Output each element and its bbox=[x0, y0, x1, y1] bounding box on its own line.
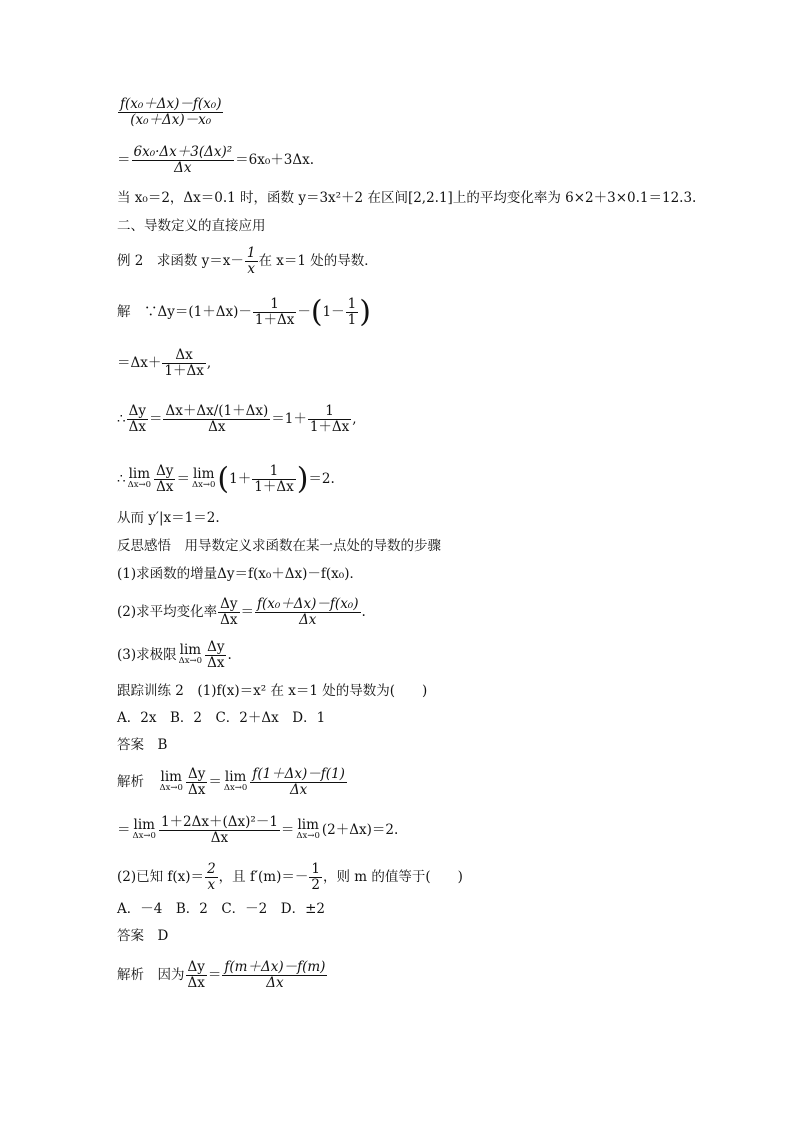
fraction bbox=[250, 767, 347, 798]
numerator: 1 bbox=[308, 404, 351, 420]
numerator: f(m＋Δx)－f(m) bbox=[224, 959, 326, 975]
fraction bbox=[222, 960, 327, 991]
denominator: 2 bbox=[311, 877, 320, 893]
numerator: 2 bbox=[207, 861, 216, 877]
text: ＝6x₀＋3Δx. bbox=[235, 152, 315, 168]
fraction bbox=[218, 597, 239, 628]
fraction bbox=[127, 404, 148, 435]
denominator: x bbox=[247, 261, 256, 277]
numerator: 6x₀·Δx＋3(Δx)² bbox=[133, 144, 233, 160]
fraction bbox=[252, 464, 295, 495]
denominator: Δx bbox=[128, 419, 146, 435]
text: . bbox=[227, 647, 232, 663]
limit-operator bbox=[296, 816, 320, 842]
choices-1: A．2x B．2 C．2＋Δx D．1 bbox=[117, 710, 326, 726]
numerator: 1＋2Δx＋(Δx)²－1 bbox=[160, 814, 278, 830]
numerator: f(1＋Δx)－f(1) bbox=[252, 766, 345, 782]
numerator: Δy bbox=[156, 463, 174, 479]
solution-line-2 bbox=[117, 348, 211, 379]
numerator: f(x₀＋Δx)－f(x₀) bbox=[120, 96, 222, 112]
text: 解析 bbox=[117, 774, 158, 790]
fraction bbox=[308, 404, 351, 435]
numerator: f(x₀＋Δx)－f(x₀) bbox=[257, 596, 359, 612]
numerator: Δy bbox=[187, 959, 205, 975]
fraction bbox=[309, 862, 322, 893]
fraction bbox=[118, 97, 223, 128]
lim-subscript: Δx→0 bbox=[159, 782, 183, 793]
solution-line-1 bbox=[117, 294, 371, 330]
text: 在 x＝1 处的导数． bbox=[258, 253, 378, 269]
numerator: Δy bbox=[207, 639, 225, 655]
formula-line-2 bbox=[117, 145, 314, 176]
fraction bbox=[159, 815, 280, 846]
text: ∴ bbox=[117, 411, 126, 427]
text: (2＋Δx)＝2. bbox=[321, 822, 399, 838]
bracket: ) bbox=[296, 461, 309, 497]
text: ∴ bbox=[117, 471, 126, 487]
text: ，则 m 的值等于( ) bbox=[322, 869, 463, 885]
lim-word: lim bbox=[297, 816, 319, 833]
lim-word: lim bbox=[192, 465, 215, 482]
text: 解 ∵Δy＝(1＋Δx)－ bbox=[117, 304, 252, 320]
text: 1－ bbox=[322, 304, 345, 320]
text: ＝ bbox=[117, 822, 131, 838]
denominator: 1＋Δx bbox=[254, 312, 295, 328]
text-line-10: 从而 y′|x＝1＝2. bbox=[117, 510, 220, 526]
text: － bbox=[297, 304, 311, 320]
text: 例 2 求函数 y＝x－ bbox=[117, 253, 244, 269]
denominator: Δx bbox=[174, 160, 192, 176]
practice-2-question-2 bbox=[117, 862, 463, 893]
denominator: Δx bbox=[207, 655, 225, 671]
step-2 bbox=[117, 597, 366, 628]
limit-operator bbox=[132, 816, 156, 842]
limit-operator bbox=[127, 465, 152, 491]
text: ＝ bbox=[117, 152, 131, 168]
limit-operator bbox=[191, 465, 216, 491]
lim-subscript: Δx→0 bbox=[178, 655, 203, 666]
lim-word: lim bbox=[128, 465, 151, 482]
fraction bbox=[205, 640, 226, 671]
text: (2)已知 f(x)＝ bbox=[117, 869, 205, 885]
numerator: 1 bbox=[246, 245, 256, 261]
solution-line-3 bbox=[117, 404, 357, 435]
text: 解析 因为 bbox=[117, 967, 185, 983]
numerator: 1 bbox=[252, 464, 295, 480]
text: (2)求平均变化率 bbox=[117, 604, 218, 620]
limit-operator bbox=[159, 768, 183, 794]
denominator: x bbox=[207, 877, 216, 893]
text: . bbox=[361, 604, 366, 620]
text: 1＋ bbox=[229, 471, 252, 487]
practice-2-question-1: 跟踪训练 2 (1)f(x)＝x² 在 x＝1 处的导数为( ) bbox=[117, 683, 428, 699]
lim-subscript: Δx→0 bbox=[127, 479, 152, 490]
text: , bbox=[352, 411, 357, 427]
lim-word: lim bbox=[179, 641, 202, 658]
text: ＝ bbox=[280, 822, 295, 838]
fraction bbox=[132, 145, 235, 176]
denominator: 1＋Δx bbox=[309, 419, 350, 435]
step-3 bbox=[117, 640, 232, 671]
section-heading: 二、导数定义的直接应用 bbox=[117, 218, 266, 234]
lim-word: lim bbox=[224, 768, 247, 785]
text: ＝ bbox=[240, 604, 255, 620]
fraction bbox=[346, 297, 359, 328]
numerator: 1 bbox=[253, 297, 296, 313]
text: (3)求极限 bbox=[117, 647, 177, 663]
text-line-3: 当 x₀＝2，Δx＝0.1 时，函数 y＝3x²＋2 在区间[2,2.1]上的平均变化率为 6×2＋3×0.1＝12.3. bbox=[117, 190, 697, 206]
denominator: Δx bbox=[187, 782, 206, 798]
solution-line-4 bbox=[117, 461, 335, 497]
text: ，且 f′(m)＝－ bbox=[218, 869, 309, 885]
bracket: ( bbox=[310, 294, 323, 330]
denominator: Δx bbox=[210, 830, 229, 846]
numerator: Δy bbox=[128, 403, 146, 419]
denominator: Δx bbox=[266, 975, 284, 991]
limit-operator bbox=[178, 641, 203, 667]
denominator: Δx bbox=[220, 612, 238, 628]
numerator: 1 bbox=[311, 861, 320, 877]
fraction bbox=[162, 348, 205, 379]
text: ＝ bbox=[207, 967, 222, 983]
denominator: Δx bbox=[289, 782, 308, 798]
denominator: 1＋Δx bbox=[164, 363, 204, 379]
analysis-1-line-2 bbox=[117, 815, 398, 846]
lim-subscript: Δx→0 bbox=[191, 479, 216, 490]
answer-1: 答案 B bbox=[117, 737, 168, 753]
denominator: Δx bbox=[156, 479, 174, 495]
text: ＝1＋ bbox=[271, 411, 307, 427]
text: ＝2. bbox=[308, 471, 335, 487]
numerator: Δx bbox=[162, 348, 205, 364]
denominator: 1 bbox=[347, 312, 357, 328]
text: ＝ bbox=[176, 471, 190, 487]
fraction bbox=[154, 464, 175, 495]
fraction bbox=[186, 767, 207, 798]
example-2 bbox=[117, 246, 378, 277]
answer-2: 答案 D bbox=[117, 928, 169, 944]
numerator: Δy bbox=[187, 766, 206, 782]
lim-subscript: Δx→0 bbox=[223, 782, 248, 793]
step-1: (1)求函数的增量Δy＝f(x₀＋Δx)－f(x₀)． bbox=[117, 566, 363, 582]
numerator: 1 bbox=[347, 296, 357, 312]
choices-2: A．－4 B．2 C．－2 D．±2 bbox=[117, 901, 325, 917]
denominator: Δx bbox=[208, 419, 226, 435]
denominator: Δx bbox=[187, 975, 205, 991]
lim-word: lim bbox=[133, 816, 155, 833]
fraction bbox=[255, 597, 360, 628]
text: ＝ bbox=[208, 774, 222, 790]
fraction bbox=[186, 960, 207, 991]
analysis-2-line-1 bbox=[117, 960, 328, 991]
denominator: 1＋Δx bbox=[254, 479, 294, 495]
lim-word: lim bbox=[160, 768, 182, 785]
numerator: Δy bbox=[220, 596, 238, 612]
analysis-1-line-1 bbox=[117, 767, 348, 798]
fraction bbox=[245, 246, 258, 277]
fraction bbox=[163, 404, 270, 435]
formula-line-1 bbox=[117, 97, 224, 128]
limit-operator bbox=[223, 768, 248, 794]
bracket: ) bbox=[359, 294, 371, 330]
text: ＝ bbox=[148, 411, 163, 427]
lim-subscript: Δx→0 bbox=[132, 830, 156, 841]
numerator: Δx＋Δx/(1＋Δx) bbox=[165, 403, 269, 419]
lim-subscript: Δx→0 bbox=[296, 830, 320, 841]
text: , bbox=[206, 355, 212, 371]
denominator: Δx bbox=[299, 612, 317, 628]
denominator: (x₀＋Δx)－x₀ bbox=[130, 112, 212, 128]
fraction bbox=[205, 862, 218, 893]
fraction bbox=[253, 297, 296, 328]
bracket: ( bbox=[217, 461, 230, 497]
text: ＝Δx＋ bbox=[117, 355, 162, 371]
reflection-heading: 反思感悟 用导数定义求函数在某一点处的导数的步骤 bbox=[117, 538, 441, 554]
